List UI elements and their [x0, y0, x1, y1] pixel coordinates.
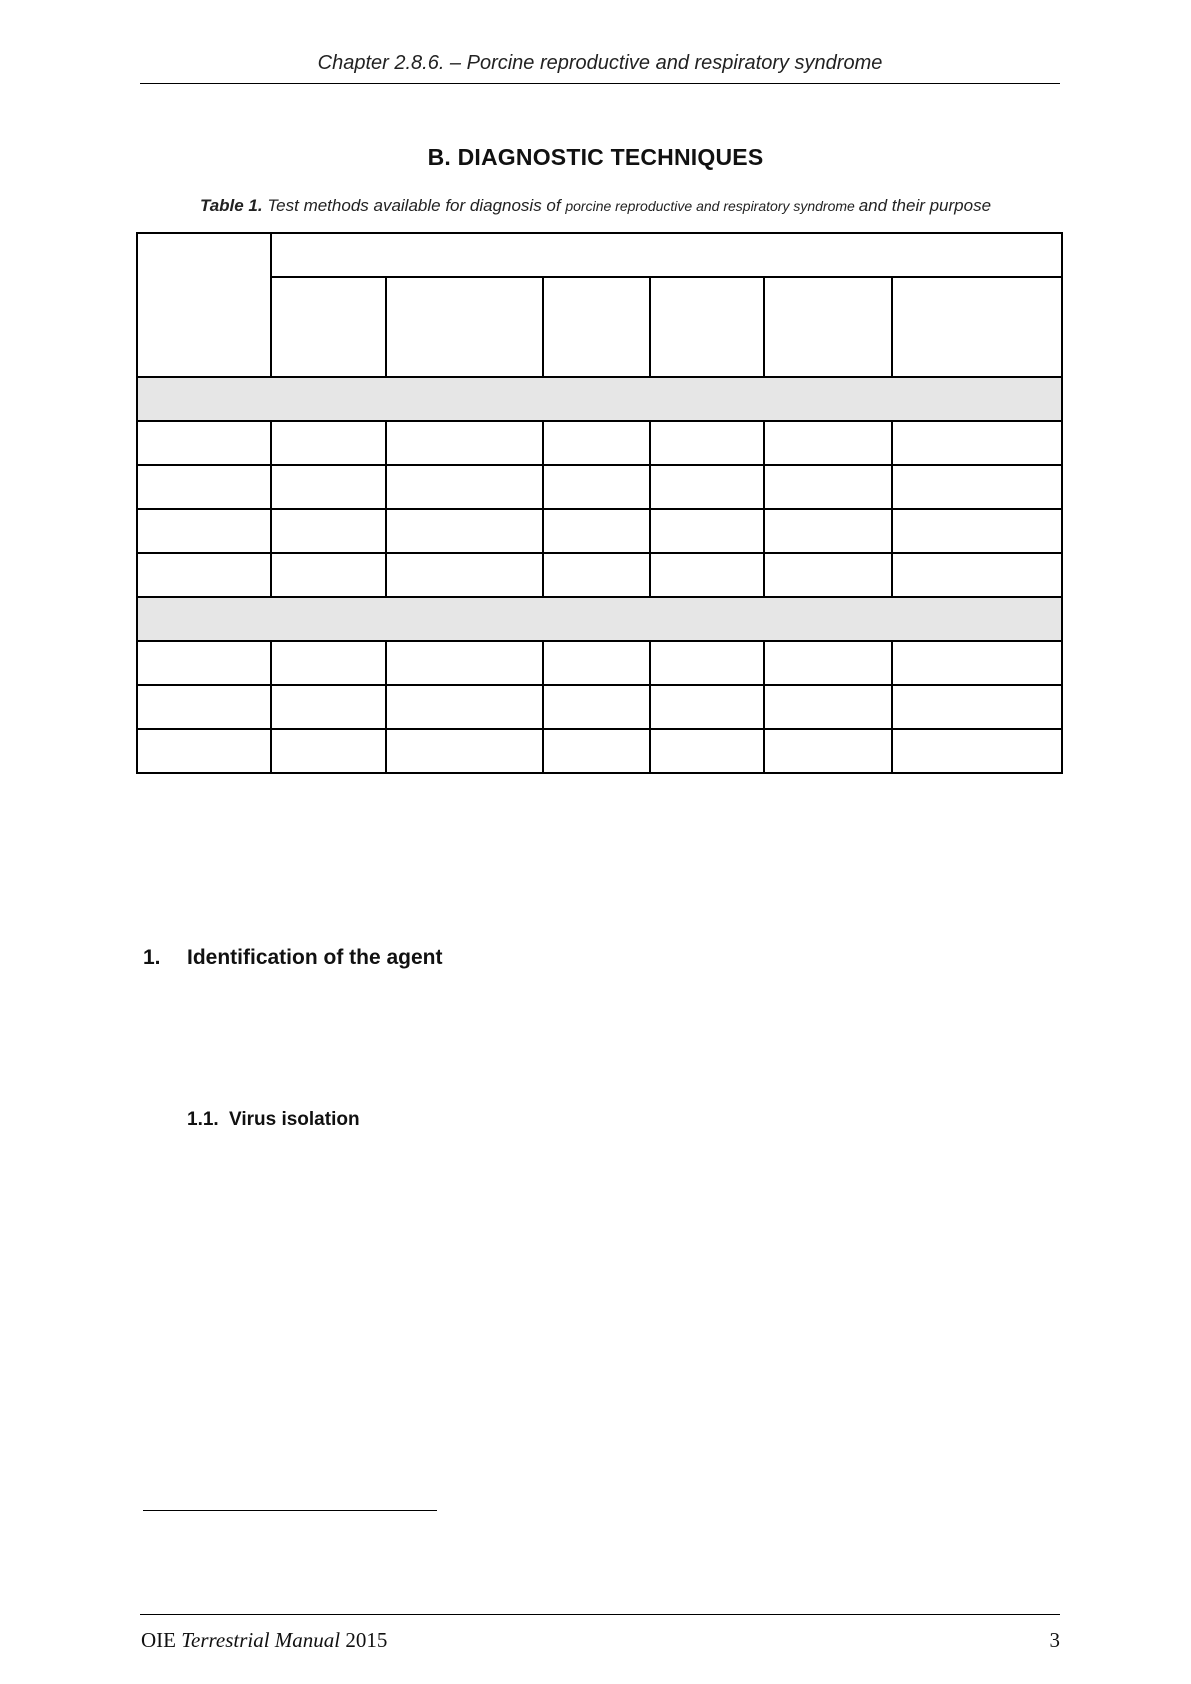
- table-caption-text-end: and their purpose: [858, 196, 992, 215]
- table-cell: [271, 553, 386, 597]
- table-cell: [137, 729, 271, 773]
- table-cell: [137, 421, 271, 465]
- table-cell: [137, 685, 271, 729]
- diagnostic-methods-table: [136, 232, 1063, 774]
- table-cell: [137, 553, 271, 597]
- page-number: 3: [1049, 1628, 1060, 1652]
- table-cell: [271, 465, 386, 509]
- heading-number: 1.: [143, 946, 161, 969]
- table-cell: [137, 641, 271, 685]
- table-header-purpose-cell: [271, 233, 1062, 277]
- table-cell: [764, 465, 892, 509]
- footer-manual-title: Terrestrial Manual: [181, 1628, 341, 1652]
- table-cell: [271, 729, 386, 773]
- footer-publisher: OIE: [141, 1628, 182, 1652]
- table-row: [137, 685, 1062, 729]
- table-row: [137, 641, 1062, 685]
- table-cell: [386, 685, 543, 729]
- table-cell: [271, 421, 386, 465]
- table-cell: [764, 685, 892, 729]
- table-cell: [386, 553, 543, 597]
- table-cell: [386, 421, 543, 465]
- heading-identification-of-agent: [143, 946, 443, 970]
- header-rule: [140, 83, 1060, 84]
- table-cell: [650, 509, 764, 553]
- table-cell: [386, 465, 543, 509]
- table-section-band: [137, 597, 1062, 641]
- table-cell: [892, 465, 1062, 509]
- table-row: [137, 421, 1062, 465]
- table-subheader-row: [137, 277, 1062, 377]
- table-row: [137, 465, 1062, 509]
- table-header-method-cell: [137, 233, 271, 377]
- table-subheader-cell: [892, 277, 1062, 377]
- footer-publication: [141, 1628, 387, 1653]
- table-band-cell: [137, 597, 1062, 641]
- table-cell: [386, 729, 543, 773]
- table-cell: [386, 509, 543, 553]
- table-cell: [892, 729, 1062, 773]
- table-subheader-cell: [650, 277, 764, 377]
- table-cell: [650, 465, 764, 509]
- table-cell: [271, 509, 386, 553]
- subheading-virus-isolation: [187, 1109, 360, 1131]
- table-section-band: [137, 377, 1062, 421]
- table-row: [137, 729, 1062, 773]
- table-cell: [892, 641, 1062, 685]
- table-cell: [650, 685, 764, 729]
- table-cell: [764, 421, 892, 465]
- table-cell: [892, 553, 1062, 597]
- heading-text: Identification of the agent: [187, 946, 443, 969]
- table-caption-label: Table 1.: [199, 196, 263, 215]
- table-caption-text-small: porcine reproductive and respiratory syndrome: [565, 198, 859, 214]
- table-cell: [764, 553, 892, 597]
- table-cell: [137, 509, 271, 553]
- table-subheader-cell: [271, 277, 386, 377]
- table-cell: [543, 685, 650, 729]
- table-cell: [543, 465, 650, 509]
- table-cell: [764, 729, 892, 773]
- table-cell: [137, 465, 271, 509]
- table-cell: [543, 729, 650, 773]
- table-subheader-cell: [386, 277, 543, 377]
- table-cell: [650, 553, 764, 597]
- table-subheader-cell: [764, 277, 892, 377]
- footnote-rule: [143, 1510, 437, 1511]
- table-cell: [650, 421, 764, 465]
- table-row: [137, 553, 1062, 597]
- table-cell: [764, 641, 892, 685]
- section-title: B. DIAGNOSTIC TECHNIQUES: [427, 144, 764, 170]
- subheading-text: Virus isolation: [229, 1109, 360, 1130]
- footer-year: 2015: [340, 1628, 388, 1652]
- table-row: [137, 509, 1062, 553]
- table-cell: [650, 729, 764, 773]
- table-cell: [543, 421, 650, 465]
- running-header: Chapter 2.8.6. – Porcine reproductive and respiratory syndrome: [317, 52, 883, 74]
- table-cell: [650, 641, 764, 685]
- table-subheader-cell: [543, 277, 650, 377]
- table-cell: [271, 641, 386, 685]
- subheading-number: 1.1.: [187, 1109, 219, 1130]
- table-cell: [543, 641, 650, 685]
- table-cell: [271, 685, 386, 729]
- table-cell: [386, 641, 543, 685]
- footer-rule: [140, 1614, 1060, 1615]
- table-cell: [892, 685, 1062, 729]
- table-band-cell: [137, 377, 1062, 421]
- table-cell: [892, 509, 1062, 553]
- table-cell: [764, 509, 892, 553]
- table-cell: [543, 553, 650, 597]
- table-cell: [543, 509, 650, 553]
- table-caption: [0, 196, 1191, 216]
- table-caption-text-start: Test methods available for diagnosis of: [267, 196, 566, 215]
- table-cell: [892, 421, 1062, 465]
- table-header-row: [137, 233, 1062, 277]
